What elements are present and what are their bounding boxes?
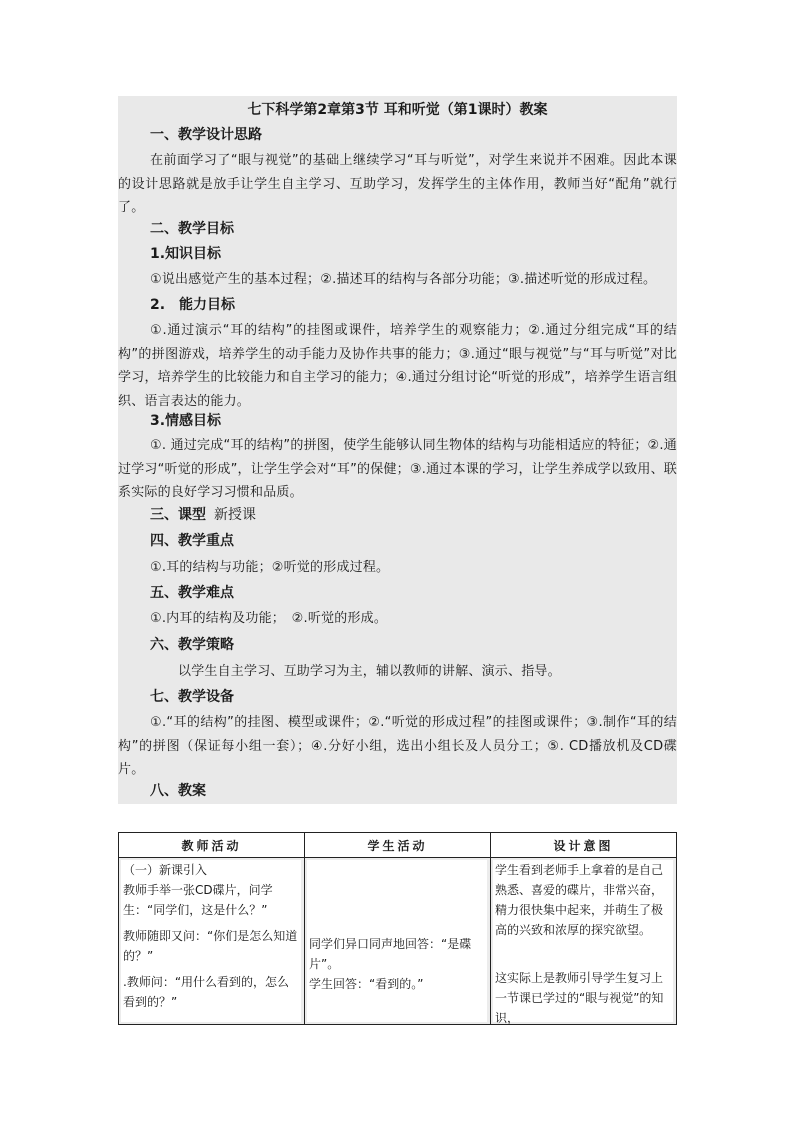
cell-design-intent xyxy=(491,858,677,1025)
intent-line-2: 这实际上是教师引导学生复习上一节课已学过的“眼与视觉”的知识， xyxy=(495,971,664,1025)
para-ability-goals: ①.通过演示“耳的结构”的挂图或课件，培养学生的观察能力；②.通过分组完成“耳的结构”的拼图游戏，培养学生的动手能力及协作共事的能力；③.通过“眼与视觉”与“耳与听觉”对比学习，培养学生的比较能力和自主学习的能力；④.通过分组讨论“听觉的形成”，培养学生语言组织、语言表达的能力。 xyxy=(118,323,677,409)
para-design-thinking: 在前面学习了“眼与视觉”的基础上继续学习“耳与听觉”，对学生来说并不困难。因此本课的设计思路就是放手让学生自主学习、互助学习，发挥学生的主体作用，教师当好“配角”就行了。 xyxy=(118,153,677,215)
heading-teaching-goals: 二、教学目标 xyxy=(150,221,234,237)
header-design-intent: 设计意图 xyxy=(491,833,677,858)
cell-teacher-activity xyxy=(119,858,305,1025)
teacher-line-2: 教师随即又问：“你们是怎么知道的？” xyxy=(123,929,298,963)
heading-lesson-plan: 八、教案 xyxy=(150,783,206,799)
para-teaching-strategy: 以学生自主学习、互助学习为主，辅以教师的讲解、演示、指导。 xyxy=(178,664,561,679)
heading-teaching-equipment: 七、教学设备 xyxy=(150,689,234,705)
teacher-line-3: .教师问：“用什么看到的，怎么看到的？” xyxy=(123,975,290,1009)
header-teacher-activity: 教师活动 xyxy=(119,833,305,858)
heading-key-points: 四、教学重点 xyxy=(150,533,234,549)
cell-student-activity xyxy=(305,858,491,1025)
para-key-points: ①.耳的结构与功能；②听觉的形成过程。 xyxy=(150,560,390,575)
heading-lesson-type xyxy=(150,505,256,525)
teacher-line-intro: （一）新课引入 xyxy=(123,863,208,877)
heading-teaching-strategy: 六、教学策略 xyxy=(150,637,234,653)
para-emotional-goals: ①. 通过完成“耳的结构”的拼图，使学生能够认同生物体的结构与功能相适应的特征；②.通过学习“听觉的形成”，让学生学会对“耳”的保健；③.通过本课的学习，让学生养成学以致用、联系实际的良好学习习惯和品质。 xyxy=(118,438,677,500)
heading-emotional-goals: 3.情感目标 xyxy=(150,413,222,429)
heading-ability-goals: 2. 能力目标 xyxy=(150,297,236,313)
para-difficult-points: ①.内耳的结构及功能； ②.听觉的形成。 xyxy=(150,611,388,626)
lesson-type-label: 三、课型 xyxy=(150,507,206,523)
table-row xyxy=(119,858,677,1025)
intent-line-1: 学生看到老师手上拿着的是自己熟悉、喜爱的碟片，非常兴奋，精力很快集中起来，并萌生了极高的兴致和浓厚的探究欲望。 xyxy=(495,863,664,937)
para-teaching-equipment: ①.“耳的结构”的挂图、模型或课件；②.“听觉的形成过程”的挂图或课件；③.制作“耳的结构”的拼图（保证每小组一套）；④.分好小组，选出小组长及人员分工；⑤. CD播放机及CD碟片。 xyxy=(118,715,677,777)
heading-knowledge-goals: 1.知识目标 xyxy=(150,246,222,262)
heading-design-thinking: 一、教学设计思路 xyxy=(150,127,262,143)
teacher-line-1: 教师手举一张CD碟片，问学生：“同学们，这是什么？” xyxy=(123,883,273,917)
lesson-plan-table xyxy=(118,832,677,1025)
header-student-activity: 学生活动 xyxy=(305,833,491,858)
heading-difficult-points: 五、教学难点 xyxy=(150,585,234,601)
table-header-row xyxy=(119,833,677,858)
lesson-type-value: 新授课 xyxy=(214,507,256,523)
para-knowledge-goals: ①说出感觉产生的基本过程；②.描述耳的结构与各部分功能；③.描述听觉的形成过程。 xyxy=(150,272,657,287)
student-line-1: 同学们异口同声地回答：“是碟片”。 xyxy=(309,937,472,971)
student-line-2: 学生回答：“看到的。” xyxy=(309,977,424,991)
document-title: 七下科学第2章第3节 耳和听觉（第1课时）教案 xyxy=(247,102,548,118)
